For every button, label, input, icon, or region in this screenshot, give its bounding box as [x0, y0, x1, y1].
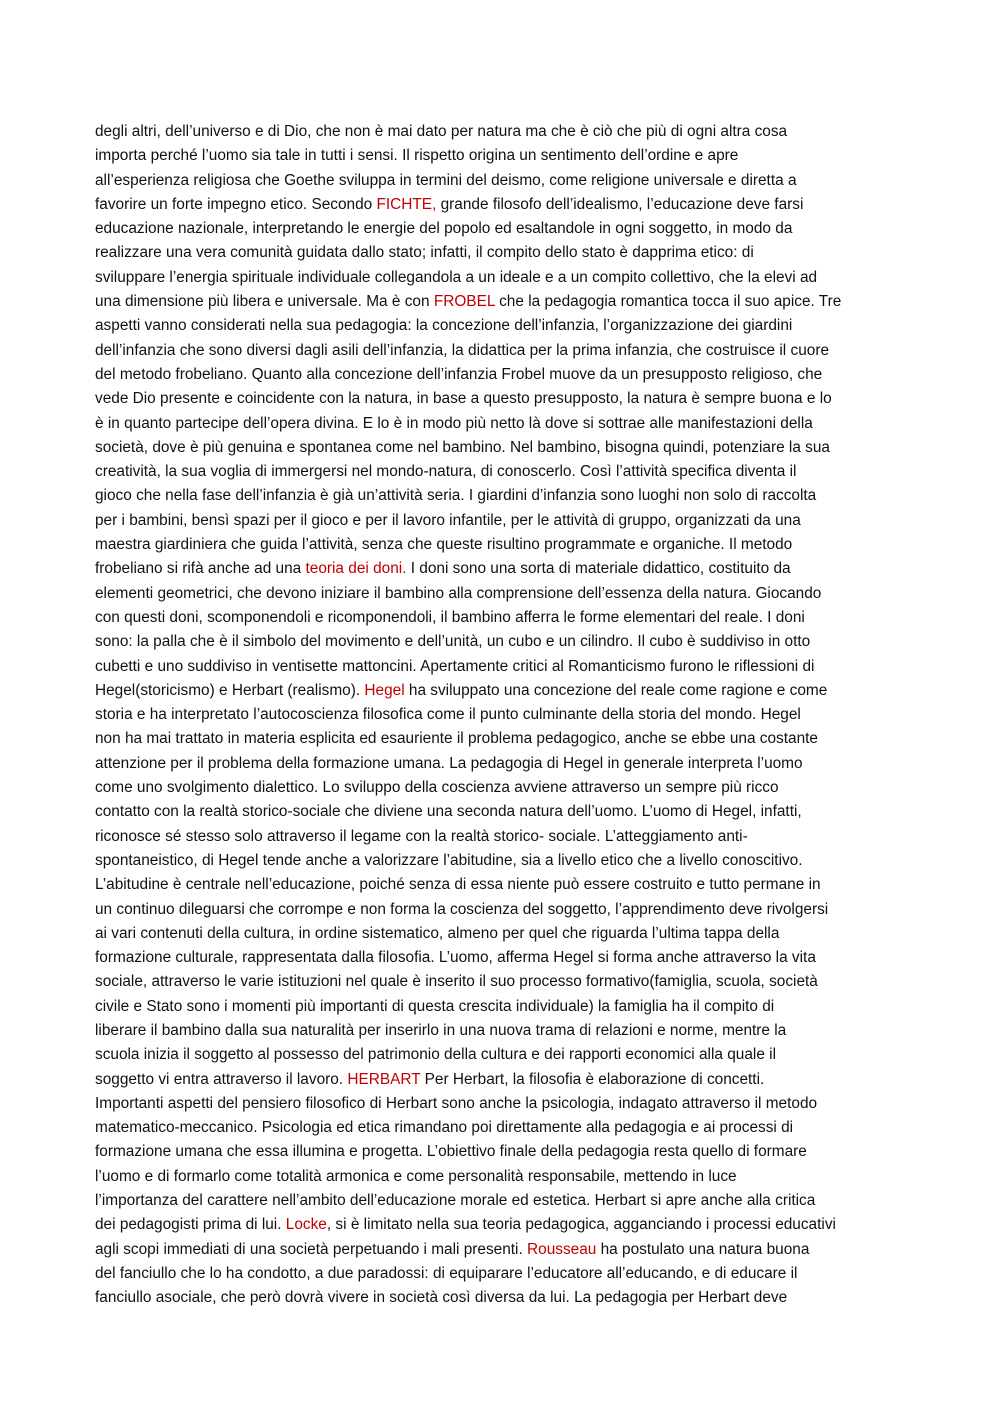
text-segment: società, dove è più genuina e spontanea come nel bambino. Nel bambino, bisogna quindi, potenziare la sua: [95, 438, 830, 456]
highlighted-term: Locke: [285, 1216, 327, 1234]
text-line: [95, 1068, 907, 1092]
text-segment: L’abitudine è centrale nell’educazione, poiché senza di essa niente può essere costruito e tutto permane in: [95, 876, 821, 894]
text-line: [95, 120, 907, 144]
text-segment: spontaneistico, di Hegel tende anche a valorizzare l’abitudine, sia a livello etico che a livello conoscitivo.: [95, 851, 803, 869]
text-segment: ha sviluppato una concezione del reale come ragione e come: [404, 681, 828, 699]
text-segment: contatto con la realtà storico-sociale che diviene una seconda natura dell’uomo. L’uomo di Hegel, infatti,: [95, 803, 802, 821]
text-segment: del metodo frobeliano. Quanto alla concezione dell’infanzia Frobel muove da un presupposto religioso, che: [95, 365, 823, 383]
text-line: [95, 995, 907, 1019]
text-segment: una dimensione più libera e universale. Ma è con: [95, 293, 434, 311]
text-line: [95, 193, 907, 217]
text-line: [95, 655, 907, 679]
highlighted-term: FICHTE,: [376, 195, 437, 213]
text-line: [95, 776, 907, 800]
text-segment: frobeliano si rifà anche ad una: [95, 560, 306, 578]
text-line: [95, 703, 907, 727]
text-segment: l’importanza del carattere nell’ambito dell’educazione morale ed estetica. Herbart si apre anche alla critica: [95, 1192, 816, 1210]
text-line: [95, 412, 907, 436]
text-line: [95, 436, 907, 460]
text-segment: matematico-meccanico. Psicologia ed etica rimandano poi direttamente alla pedagogia e ai processi di: [95, 1119, 794, 1137]
text-segment: I doni sono una sorta di materiale didattico, costituito da: [406, 560, 791, 578]
text-segment: aspetti vanno considerati nella sua pedagogia: la concezione dell’infanzia, l’organizzazione dei giardini: [95, 317, 793, 335]
text-segment: come uno svolgimento dialettico. Lo sviluppo della coscienza avviene attraverso un sempre più ricco: [95, 779, 779, 797]
text-line: [95, 970, 907, 994]
text-line: [95, 266, 907, 290]
highlighted-term: Hegel: [364, 681, 405, 699]
text-line: [95, 1092, 907, 1116]
text-line: [95, 314, 907, 338]
text-line: [95, 922, 907, 946]
highlighted-term: HERBART: [347, 1070, 421, 1088]
text-line: [95, 582, 907, 606]
highlighted-term: Rousseau: [527, 1240, 597, 1258]
text-segment: importa perché l’uomo sia tale in tutti i sensi. Il rispetto origina un sentimento dell’ordine e apre: [95, 147, 739, 165]
text-segment: all’esperienza religiosa che Goethe sviluppa in termini del deismo, come religione universale e diretta a: [95, 171, 797, 189]
text-segment: formazione umana che essa illumina e progetta. L’obiettivo finale della pedagogia resta quello di formare: [95, 1143, 807, 1161]
text-segment: cubetti e uno suddiviso in ventisette mattoncini. Apertamente critici al Romanticismo furono le riflessioni di: [95, 657, 815, 675]
text-segment: Per Herbart, la filosofia è elaborazione di concetti.: [420, 1070, 765, 1088]
document-page: [95, 120, 907, 1311]
text-line: [95, 1286, 907, 1310]
text-segment: storia e ha interpretato l’autocoscienza filosofica come il punto culminante della storia del mondo. Hegel: [95, 706, 801, 724]
text-segment: attenzione per il problema della formazione umana. La pedagogia di Hegel in generale interpreta l’uomo: [95, 754, 803, 772]
text-line: [95, 484, 907, 508]
text-line: [95, 1165, 907, 1189]
text-line: [95, 217, 907, 241]
text-segment: l’uomo e di formarlo come totalità armonica e come personalità responsabile, mettendo in luce: [95, 1167, 737, 1185]
text-line: [95, 727, 907, 751]
text-segment: agli scopi immediati di una società perpetuando i mali presenti.: [95, 1240, 528, 1258]
text-line: [95, 825, 907, 849]
text-line: [95, 873, 907, 897]
text-segment: scuola inizia il soggetto al possesso del patrimonio della cultura e dei rapporti economici alla quale il: [95, 1046, 776, 1064]
text-line: [95, 800, 907, 824]
text-line: [95, 1262, 907, 1286]
text-line: [95, 1019, 907, 1043]
text-segment: con questi doni, scomponendoli e ricomponendoli, il bambino afferra le forme elementari del reale. I doni: [95, 608, 805, 626]
text-segment: educazione nazionale, interpretando le energie del popolo ed esaltandole in ogni soggetto, in modo da: [95, 220, 793, 238]
text-line: [95, 752, 907, 776]
text-segment: sviluppare l’energia spirituale individuale collegandola a un ideale e a un compito collettivo, che la elevi ad: [95, 268, 818, 286]
text-line: [95, 1140, 907, 1164]
text-line: [95, 144, 907, 168]
text-segment: fanciullo asociale, che però dovrà vivere in società così diversa da lui. La pedagogia per Herbart deve: [95, 1289, 788, 1307]
text-line: [95, 849, 907, 873]
text-segment: un continuo dileguarsi che corrompe e non forma la coscienza del soggetto, l’apprendimento deve rivolgersi: [95, 900, 829, 918]
text-line: [95, 557, 907, 581]
text-segment: sociale, attraverso le varie istituzioni nel quale è inserito il suo processo formativo(famiglia, scuola, società: [95, 973, 818, 991]
text-line: [95, 1043, 907, 1067]
text-segment: ha postulato una natura buona: [596, 1240, 810, 1258]
text-segment: liberare il bambino dalla sua naturalità per inserirlo in una nuova trama di relazioni e norme, mentre la: [95, 1021, 787, 1039]
highlighted-term: teoria dei doni.: [305, 560, 407, 578]
text-line: [95, 241, 907, 265]
text-line: [95, 679, 907, 703]
text-line: [95, 509, 907, 533]
text-line: [95, 339, 907, 363]
text-segment: formazione culturale, rappresentata dalla filosofia. L’uomo, afferma Hegel si forma anche attraverso la vita: [95, 949, 816, 967]
text-segment: vede Dio presente e coincidente con la natura, in base a questo presupposto, la natura è sempre buona e lo: [95, 390, 832, 408]
text-line: [95, 898, 907, 922]
text-segment: del fanciullo che lo ha condotto, a due paradossi: di equiparare l’educatore all’educando, e di educare il: [95, 1264, 798, 1282]
text-segment: non ha mai trattato in materia esplicita ed esauriente il problema pedagogico, anche se ebbe una costante: [95, 730, 818, 748]
text-line: [95, 169, 907, 193]
text-line: [95, 1189, 907, 1213]
text-segment: favorire un forte impegno etico. Secondo: [95, 195, 377, 213]
text-line: [95, 533, 907, 557]
text-segment: Hegel(storicismo) e Herbart (realismo).: [95, 681, 365, 699]
text-line: [95, 290, 907, 314]
text-segment: per i bambini, bensì spazi per il gioco e per il lavoro infantile, per le attività di gruppo, organizzati da una: [95, 511, 801, 529]
text-line: [95, 387, 907, 411]
text-segment: gioco che nella fase dell’infanzia è già un’attività seria. I giardini d’infanzia sono luoghi non solo di raccolta: [95, 487, 817, 505]
text-line: [95, 630, 907, 654]
text-segment: sono: la palla che è il simbolo del movimento e dell’unità, un cubo e un cilindro. Il cubo è suddiviso in otto: [95, 633, 811, 651]
text-segment: civile e Stato sono i momenti più importanti di questa crescita individuale) la famiglia ha il compito di: [95, 997, 775, 1015]
text-segment: Importanti aspetti del pensiero filosofico di Herbart sono anche la psicologia, indagato attraverso il metodo: [95, 1094, 818, 1112]
text-segment: elementi geometrici, che devono iniziare il bambino alla comprensione dell’essenza della natura. Giocando: [95, 584, 822, 602]
text-segment: riconosce sé stesso solo attraverso il legame con la realtà storico- sociale. L’atteggiamento anti-: [95, 827, 748, 845]
highlighted-term: FROBEL: [433, 293, 495, 311]
text-segment: degli altri, dell’universo e di Dio, che non è mai dato per natura ma che è ciò che più di ogni altra cosa: [95, 123, 788, 140]
text-segment: è in quanto partecipe dell’opera divina. E lo è in modo più netto là dove si sottrae alle manifestazioni della: [95, 414, 813, 432]
text-segment: , si è limitato nella sua teoria pedagogica, agganciando i processi educativi: [326, 1216, 836, 1234]
text-line: [95, 1116, 907, 1140]
text-line: [95, 363, 907, 387]
text-line: [95, 1238, 907, 1262]
text-segment: ai vari contenuti della cultura, in ordine sistematico, almeno per quel che riguarda l’ultima tappa della: [95, 924, 780, 942]
text-line: [95, 460, 907, 484]
text-segment: dei pedagogisti prima di lui.: [95, 1216, 286, 1234]
text-line: [95, 606, 907, 630]
text-segment: dell’infanzia che sono diversi dagli asili dell’infanzia, la didattica per la prima infanzia, che costruisce il cuore: [95, 341, 830, 359]
text-segment: maestra giardiniera che guida l’attività, senza che queste risultino programmate e organiche. Il metodo: [95, 536, 793, 554]
text-segment: che la pedagogia romantica tocca il suo apice. Tre: [494, 293, 842, 311]
text-segment: realizzare una vera comunità guidata dallo stato; infatti, il compito dello stato è dapprima etico: di: [95, 244, 754, 262]
text-line: [95, 1213, 907, 1237]
text-segment: creatività, la sua voglia di immergersi nel mondo-natura, di conoscerlo. Così l’attività specifica diventa il: [95, 463, 797, 481]
text-segment: grande filosofo dell’idealismo, l’educazione deve farsi: [436, 195, 804, 213]
text-line: [95, 946, 907, 970]
text-segment: soggetto vi entra attraverso il lavoro.: [95, 1070, 348, 1088]
